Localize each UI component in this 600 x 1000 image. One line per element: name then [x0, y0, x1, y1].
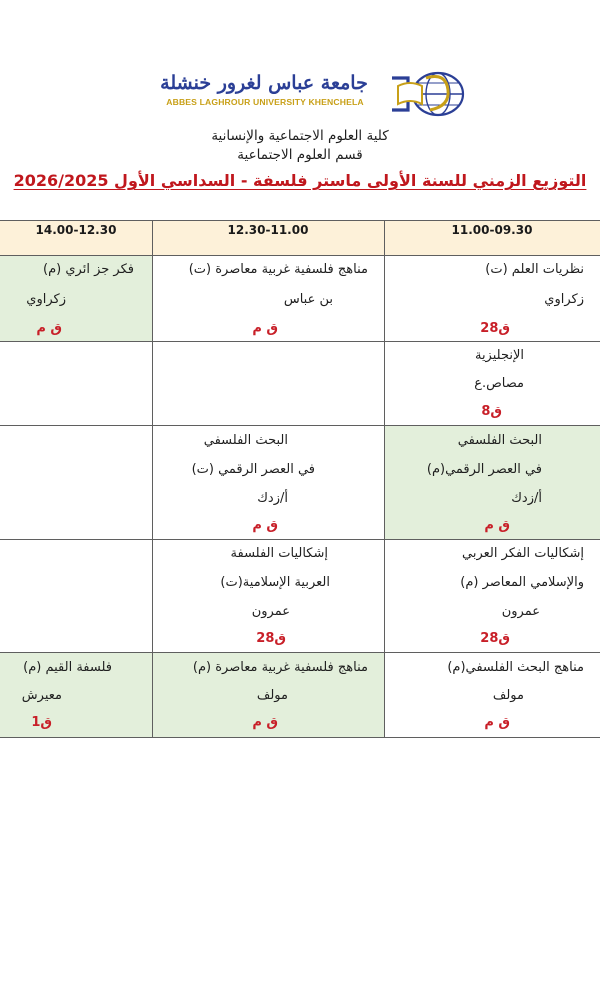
room-label: ق م: [252, 518, 278, 533]
course-name: البحث الفلسفي: [457, 433, 542, 448]
faculty-name: كلية العلوم الاجتماعية والإنسانية: [211, 128, 389, 144]
grid-line: [0, 737, 600, 738]
teacher-name: زكراوي: [544, 292, 584, 307]
teacher-name: عمرون: [251, 604, 290, 619]
course-name: نظريات العلم (ت): [485, 262, 584, 277]
time-slot-3: 14.00-12.30: [35, 223, 117, 237]
teacher-name: مولف: [256, 688, 288, 703]
university-logo: [148, 70, 466, 118]
course-name-line-2: في العصر الرقمي(م): [426, 462, 542, 477]
course-name: مناهج فلسفية غربية معاصرة (م): [192, 660, 368, 675]
logo-arabic-name: جامعة عباس لغرور خنشلة: [160, 72, 368, 94]
teacher-name: معيرش: [21, 688, 62, 703]
course-name: مناهج البحث الفلسفي(م): [447, 660, 584, 675]
room-label: ق م: [484, 715, 510, 730]
teacher-name: مصاص.ع: [474, 376, 524, 391]
course-name-line-2: والإسلامي المعاصر (م): [460, 575, 584, 590]
department-name: قسم العلوم الاجتماعية: [237, 147, 363, 163]
university-emblem-icon: [386, 70, 466, 118]
room-label: ق م: [484, 518, 510, 533]
room-label: ق م: [36, 321, 62, 336]
grid-line: [0, 425, 600, 426]
schedule-title: [0, 171, 600, 190]
course-name: إشكاليات الفلسفة: [230, 546, 328, 561]
teacher-name: أ/زدك: [511, 491, 542, 506]
table-cell-r4-c3: [0, 539, 152, 652]
schedule-title-text: التوزيع الزمني للسنة الأولى ماستر فلسفة - السداسي الأول 2026/2025: [13, 171, 587, 190]
room-label: ق م: [252, 321, 278, 336]
grid-line: [0, 652, 600, 653]
course-name: البحث الفلسفي: [203, 433, 288, 448]
grid-line: [0, 255, 600, 256]
room-label: ق1: [31, 715, 52, 730]
table-cell-r2-c2: [152, 341, 384, 425]
course-name: مناهج فلسفية غربية معاصرة (ت): [188, 262, 368, 277]
course-name: إشكاليات الفكر العربي: [462, 546, 584, 561]
teacher-name: زكراوي: [26, 292, 66, 307]
course-name: فلسفة القيم (م): [23, 660, 112, 675]
time-slot-2: 12.30-11.00: [227, 223, 309, 237]
course-name: الإنجليزية: [474, 348, 524, 363]
grid-line: [384, 220, 385, 738]
room-label: ق م: [252, 715, 278, 730]
grid-line: [0, 539, 600, 540]
logo-latin-name: ABBES LAGHROUR UNIVERSITY KHENCHELA: [166, 97, 364, 107]
room-label: ق8: [481, 404, 502, 419]
grid-line: [0, 220, 600, 221]
room-label: ق28: [480, 631, 510, 646]
room-label: ق28: [480, 321, 510, 336]
grid-line: [0, 341, 600, 342]
course-name-line-2: العربية الإسلامية(ت): [220, 575, 330, 590]
table-cell-r3-c3: [0, 425, 152, 539]
time-slot-1: 11.00-09.30: [451, 223, 533, 237]
course-name: فكر جز ائري (م): [43, 262, 134, 277]
teacher-name: بن عباس: [283, 292, 333, 307]
teacher-name: أ/زدك: [257, 491, 288, 506]
table-cell-r2-c3: [0, 341, 152, 425]
teacher-name: مولف: [492, 688, 524, 703]
course-name-line-2: في العصر الرقمي (ت): [191, 462, 315, 477]
teacher-name: عمرون: [501, 604, 540, 619]
grid-line: [152, 220, 153, 738]
room-label: ق28: [256, 631, 286, 646]
